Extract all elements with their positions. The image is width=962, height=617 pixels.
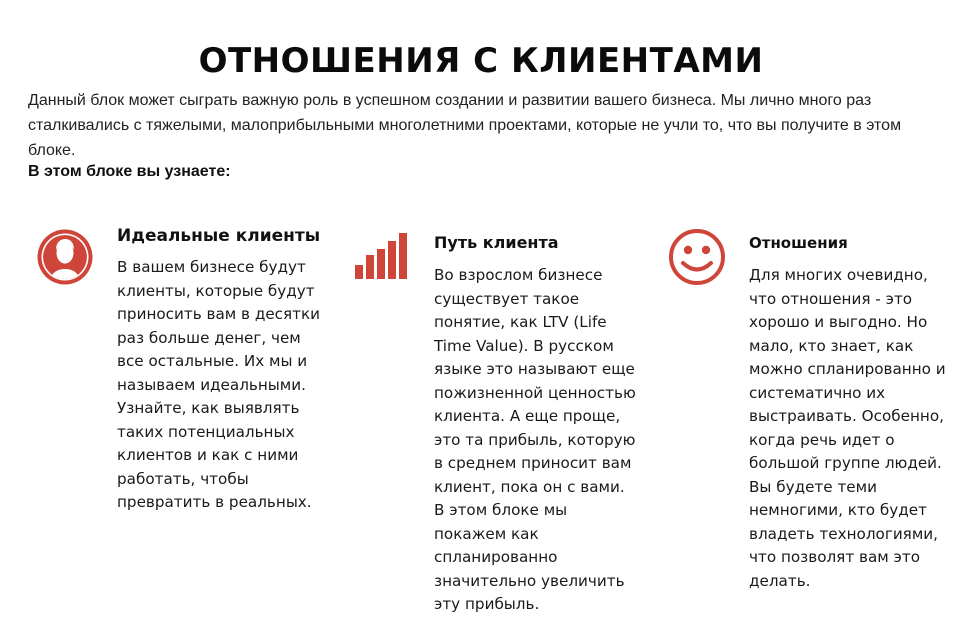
page-title: ОТНОШЕНИЯ С КЛИЕНТАМИ — [198, 40, 764, 81]
column-heading: Отношения — [749, 234, 848, 252]
column-text: Для многих очевидно, что отношения - это хорошо и выгодно. Но мало, кто знает, как можно спланированно и систематично их выстраивать. Особенно, когда речь идет о большой группе людей. Вы будете теми немногими, кто будет владеть технологиями, что позволят вам это делать. — [749, 266, 946, 590]
user-avatar-icon — [36, 228, 94, 290]
bar-chart-icon — [355, 233, 409, 283]
column-heading: Путь клиента — [434, 233, 559, 252]
column-text: В вашем бизнесе будут клиенты, которые будут приносить вам в десятки раз больше денег, чем все остальные. Их мы и называем идеальными. Узнайте, как выявлять таких потенциальных клиентов и как с ними работать, чтобы превратить в реальных. — [117, 258, 321, 511]
smiley-face-icon — [668, 228, 726, 290]
column-text: Во взрослом бизнесе существует такое понятие, как LTV (Life Time Value). В русском языке это называют еще пожизненной ценностью клиента. А еще проще, это та прибыль, которую в среднем приносит вам клиент, пока он с вами. В этом блоке мы покажем как спланированно значительно увеличить эту прибыль. — [434, 266, 636, 613]
intro-paragraph: Данный блок может сыграть важную роль в успешном создании и развитии вашего бизнеса. Мы лично много раз сталкивались с тяжелыми, малоприбыльными многолетними проектами, которые не учли то, что вы получите в этом блоке. — [28, 92, 902, 159]
column-heading: Идеальные клиенты — [117, 226, 321, 246]
subheading: В этом блоке вы узнаете: — [28, 163, 231, 180]
